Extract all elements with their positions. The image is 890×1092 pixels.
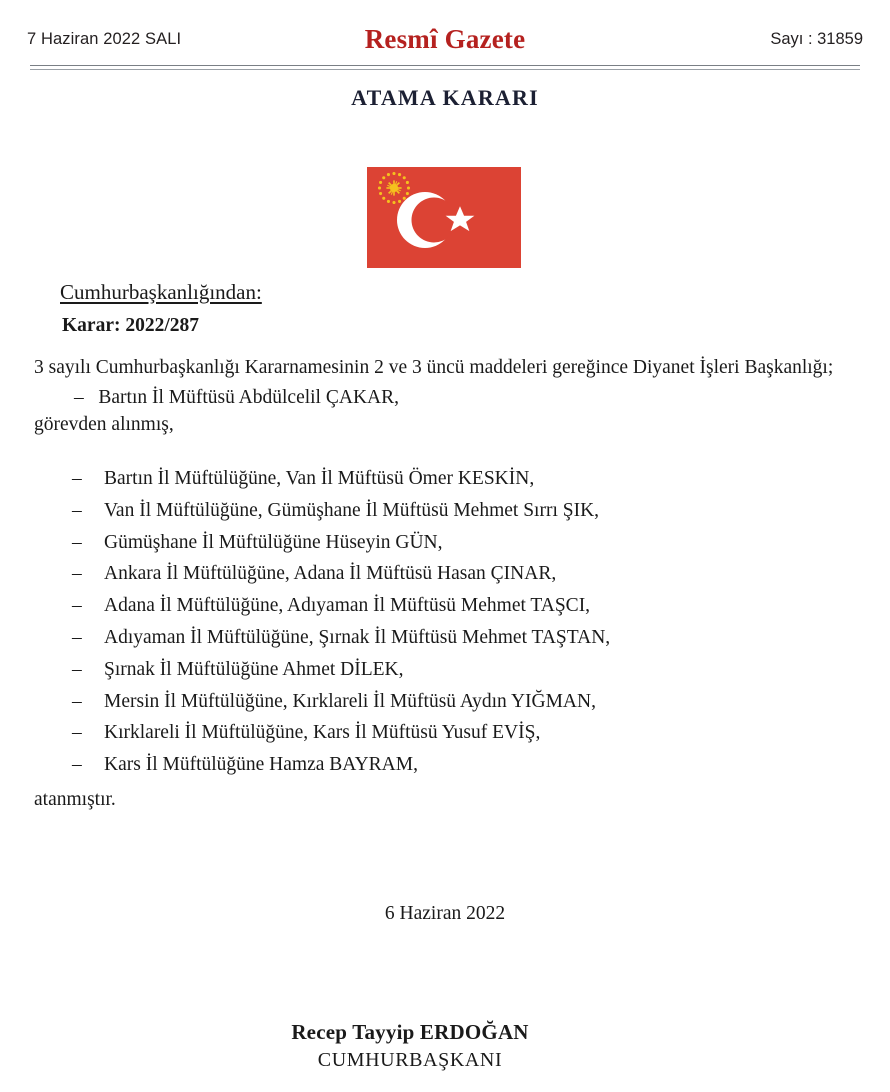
list-dash: – bbox=[72, 658, 82, 680]
list-item bbox=[0, 624, 890, 652]
issuing-authority bbox=[60, 278, 890, 308]
list-dash: – bbox=[74, 386, 84, 408]
list-dash: – bbox=[72, 595, 82, 617]
appointment-list bbox=[0, 465, 890, 779]
masthead-divider bbox=[30, 65, 860, 70]
intro-paragraph: 3 sayılı Cumhurbaşkanlığı Kararnamesinin 2 ve 3 üncü maddeleri gereğince Diyanet İşleri Başkanlığı; bbox=[34, 356, 834, 378]
list-item-label: Adana İl Müftülüğüne, Adıyaman İl Müftüsü Mehmet TAŞCI, bbox=[104, 595, 591, 617]
list-item-label: Gümüşhane İl Müftülüğüne Hüseyin GÜN, bbox=[104, 531, 443, 553]
list-item bbox=[0, 529, 890, 557]
masthead-title: Resmî Gazete bbox=[364, 24, 526, 54]
decision-number: Karar: 2022/287 bbox=[62, 314, 200, 336]
list-item-label: Mersin İl Müftülüğüne, Kırklareli İl Müftüsü Aydın YIĞMAN, bbox=[104, 690, 596, 712]
list-item bbox=[0, 592, 890, 620]
list-dash: – bbox=[72, 468, 82, 490]
list-item bbox=[0, 719, 890, 747]
list-item bbox=[0, 751, 890, 779]
list-item-label: Adıyaman İl Müftülüğüne, Şırnak İl Müftüsü Mehmet TAŞTAN, bbox=[104, 626, 611, 648]
list-item-label: Şırnak İl Müftülüğüne Ahmet DİLEK, bbox=[104, 658, 404, 680]
dismissal-item bbox=[0, 384, 890, 412]
list-item bbox=[0, 656, 890, 684]
issuing-authority-label: Cumhurbaşkanlığından: bbox=[60, 280, 262, 304]
closing-statement: atanmıştır. bbox=[34, 789, 116, 811]
masthead-issue-number: Sayı : 31859 bbox=[770, 30, 863, 48]
list-item-label: Kars İl Müftülüğüne Hamza BAYRAM, bbox=[104, 754, 418, 776]
list-dash: – bbox=[72, 690, 82, 712]
signer-name: Recep Tayyip ERDOĞAN bbox=[291, 1020, 529, 1044]
masthead-date: 7 Haziran 2022 SALI bbox=[27, 30, 182, 48]
page-title: ATAMA KARARI bbox=[351, 85, 539, 110]
dismissal-closing: görevden alınmış, bbox=[34, 414, 174, 436]
list-item-label: Van İl Müftülüğüne, Gümüşhane İl Müftüsü Mehmet Sırrı ŞIK, bbox=[104, 499, 600, 521]
list-dash: – bbox=[72, 531, 82, 553]
flag-svg bbox=[367, 167, 521, 268]
signature-date: 6 Haziran 2022 bbox=[384, 903, 506, 924]
dismissal-item-label: Bartın İl Müftüsü Abdülcelil ÇAKAR, bbox=[98, 386, 399, 408]
document-body bbox=[0, 278, 890, 814]
list-item bbox=[0, 688, 890, 716]
list-item bbox=[0, 497, 890, 525]
list-item bbox=[0, 560, 890, 588]
list-dash: – bbox=[72, 722, 82, 744]
list-dash: – bbox=[72, 754, 82, 776]
signature-block bbox=[0, 1020, 890, 1072]
list-dash: – bbox=[72, 626, 82, 648]
turkish-presidential-flag-icon bbox=[367, 167, 521, 268]
list-dash: – bbox=[72, 499, 82, 521]
list-item-label: Ankara İl Müftülüğüne, Adana İl Müftüsü Hasan ÇINAR, bbox=[104, 563, 557, 585]
list-item-label: Bartın İl Müftülüğüne, Van İl Müftüsü Ömer KESKİN, bbox=[104, 468, 535, 490]
list-item-label: Kırklareli İl Müftülüğüne, Kars İl Müftüsü Yusuf EVİŞ, bbox=[104, 722, 541, 744]
signer-role: CUMHURBAŞKANI bbox=[317, 1049, 503, 1071]
list-dash: – bbox=[72, 563, 82, 585]
list-item bbox=[0, 465, 890, 493]
masthead bbox=[0, 24, 890, 62]
